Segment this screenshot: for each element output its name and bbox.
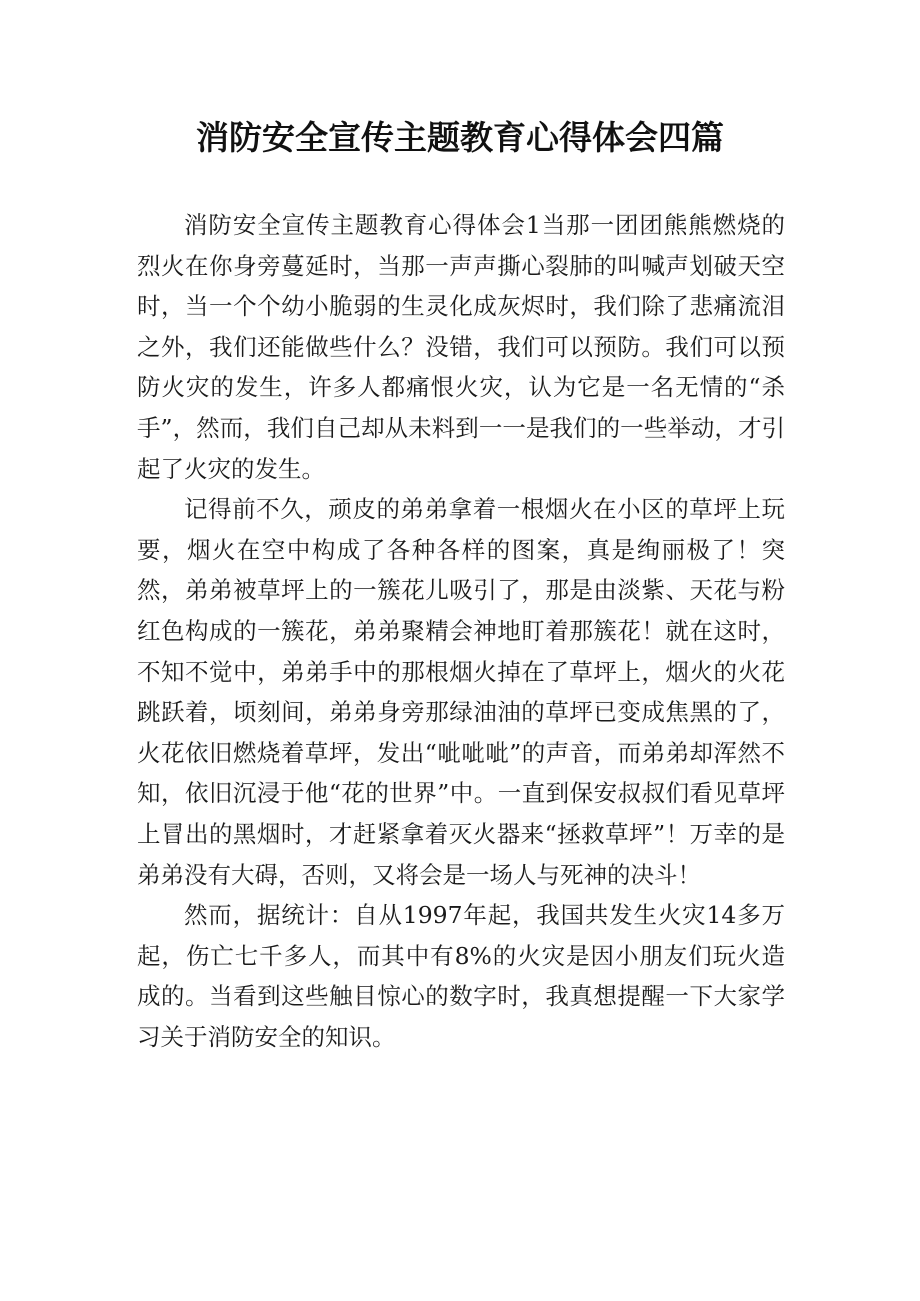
paragraph-3: 然而，据统计：自从1997年起，我国共发生火灾14多万起，伤亡七千多人，而其中有8%的火灾是因小朋友们玩火造成的。当看到这些触目惊心的数字时，我真想提醒一下大家学习关于消防安全的知识。 — [137, 901, 785, 1051]
paragraph-1: 消防安全宣传主题教育心得体会1当那一团团熊熊燃烧的烈火在你身旁蔓延时，当那一声声撕心裂肺的叫喊声划破天空时，当一个个幼小脆弱的生灵化成灰烬时，我们除了悲痛流泪之外，我们还能做些什么？没错，我们可以预防。我们可以预防火灾的发生，许多人都痛恨火灾，认为它是一名无情的“杀手”，然而，我们自己却从未料到一一是我们的一些举动，才引起了火灾的发生。 — [137, 211, 785, 483]
document-body — [137, 205, 785, 1057]
page-title: 消防安全宣传主题教育心得体会四篇 — [196, 118, 724, 157]
paragraph-2: 记得前不久，顽皮的弟弟拿着一根烟火在小区的草坪上玩要，烟火在空中构成了各种各样的图案，真是绚丽极了！突然，弟弟被草坪上的一簇花儿吸引了，那是由淡紫、天花与粉红色构成的一簇花，弟弟聚精会神地盯着那簇花！就在这时，不知不觉中，弟弟手中的那根烟火掉在了草坪上，烟火的火花跳跃着，顷刻间，弟弟身旁那绿油油的草坪已变成焦黑的了，火花依旧燃烧着草坪，发出“呲呲呲”的声音，而弟弟却浑然不知，依旧沉浸于他“花的世界”中。一直到保安叔叔们看见草坪上冒出的黑烟时，才赶紧拿着灭火器来“拯救草坪”！万幸的是弟弟没有大碍，否则，又将会是一场人与死神的决斗！ — [137, 495, 785, 889]
